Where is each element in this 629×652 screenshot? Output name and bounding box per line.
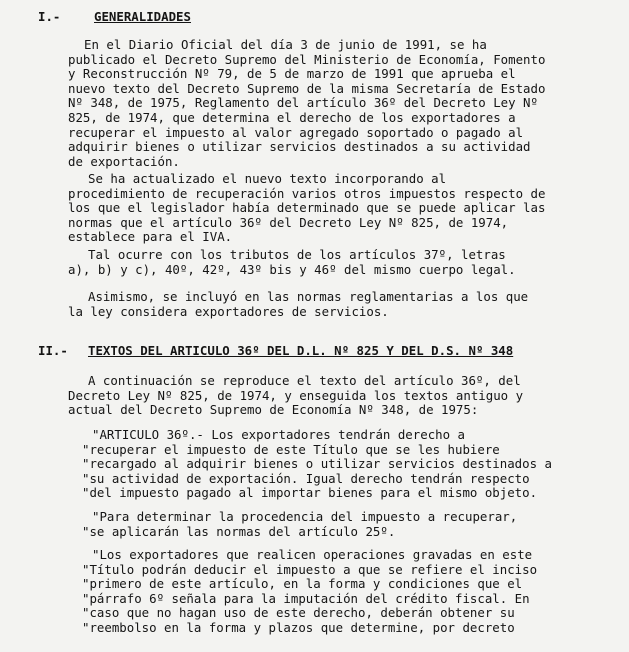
quote-paragraph-3 (82, 548, 629, 636)
text-line: adquirir bienes o utilizar servicios destinados a su actividad (68, 139, 531, 155)
text-line: 825, de 1974, que determina el derecho de los exportadores a (68, 109, 516, 125)
text-line: nuevo texto del Decreto Supremo de la misma Secretaría de Estado (68, 80, 546, 96)
quote-paragraph-2 (82, 510, 629, 539)
section-1-paragraph-1 (68, 38, 629, 169)
text-line: Asimismo, se incluyó en las normas reglamentarias a los que (88, 289, 529, 304)
text-line: "Los exportadores que realicen operaciones gravadas en este (92, 547, 533, 562)
text-line: "su actividad de exportación. Igual derecho tendrán respecto (82, 470, 530, 486)
text-line: recuperar el impuesto al valor agregado soportado o pagado al (68, 124, 524, 140)
text-line: actual del Decreto Supremo de Economía Nº 348, de 1975: (68, 402, 479, 418)
section-2-heading (38, 344, 629, 359)
quote-paragraph-1 (82, 428, 629, 501)
text-line: Nº 348, de 1975, Reglamento del artículo 36º del Decreto Ley Nº (68, 95, 538, 111)
text-line: la ley considera exportadores de servicios. (68, 303, 389, 319)
text-line: establece para el IVA. (68, 229, 233, 245)
text-line: Se ha actualizado el nuevo texto incorporando al (88, 171, 447, 186)
text-line: "ARTICULO 36º.- Los exportadores tendrán derecho a (92, 427, 465, 442)
text-line: "recargado al adquirir bienes o utilizar servicios destinados a (82, 456, 552, 472)
text-line: "se aplicarán las normas del artículo 25º. (82, 523, 396, 539)
text-line: de exportación. (68, 153, 180, 169)
text-line: "primero de este artículo, en la forma y condiciones que el (82, 576, 523, 592)
text-line: normas que el artículo 36º del Decreto Ley Nº 825, de 1974, (68, 214, 509, 230)
text-line: "del impuesto pagado al importar bienes para el mismo objeto. (82, 485, 538, 501)
section-1-paragraph-4 (68, 290, 629, 319)
text-line: y Reconstrucción Nº 79, de 5 de marzo de 1991 que aprueba el (68, 66, 516, 82)
text-line: a), b) y c), 40º, 42º, 43º bis y 46º del mismo cuerpo legal. (68, 261, 516, 277)
section-1-paragraph-2 (68, 172, 629, 245)
section-2-number: II.- (38, 343, 68, 358)
text-line: "Título podrán deducir el impuesto a que se refiere el inciso (82, 561, 538, 577)
section-2-paragraph-1 (68, 374, 629, 418)
section-1-title: GENERALIDADES (94, 9, 191, 24)
text-line: "recuperar el impuesto de este Título que se les hubiere (82, 441, 500, 457)
text-line: En el Diario Oficial del día 3 de junio de 1991, se ha (84, 37, 487, 52)
section-1-paragraph-3 (68, 248, 629, 277)
text-line: A continuación se reproduce el texto del artículo 36º, del (88, 373, 521, 388)
text-line: "reembolso en la forma y plazos que determine, por decreto (82, 619, 515, 635)
text-line: "párrafo 6º señala para la imputación del crédito fiscal. En (82, 590, 530, 606)
text-line: publicado el Decreto Supremo del Ministerio de Economía, Fomento (68, 51, 546, 67)
text-line: Tal ocurre con los tributos de los artículos 37º, letras (88, 247, 506, 262)
text-line: los que el legislador había determinado que se puede aplicar las (68, 200, 546, 216)
text-line: "Para determinar la procedencia del impuesto a recuperar, (92, 509, 518, 524)
section-2-title: TEXTOS DEL ARTICULO 36º DEL D.L. Nº 825 Y DEL D.S. Nº 348 (88, 343, 514, 358)
section-1-heading (38, 10, 629, 25)
text-line: "caso que no hagan uso de este derecho, deberán obtener su (82, 605, 515, 621)
text-line: procedimiento de recuperación varios otros impuestos respecto de (68, 185, 546, 201)
section-1-number: I.- (38, 9, 61, 24)
text-line: Decreto Ley Nº 825, de 1974, y enseguida los textos antiguo y (68, 387, 524, 403)
